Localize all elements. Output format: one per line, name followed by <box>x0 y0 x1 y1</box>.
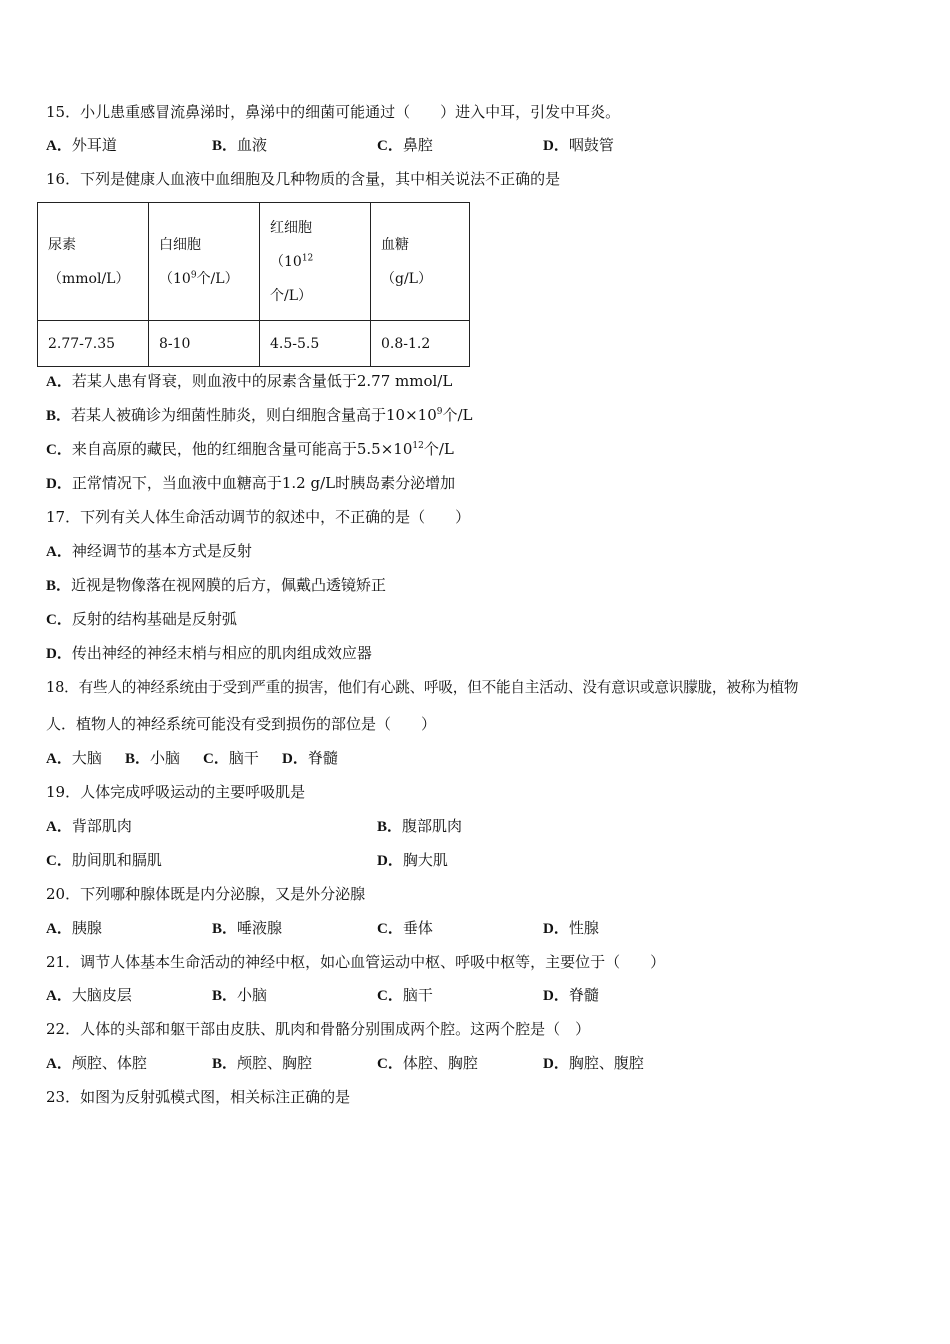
header-urea: 尿素 （mmol/L） <box>38 203 149 321</box>
question-17-stem: 17．下列有关人体生命活动调节的叙述中，不正确的是（ ） <box>46 508 471 526</box>
table-header-row <box>38 203 470 321</box>
q21-option-b: B．小脑 <box>212 986 268 1004</box>
value-blood-sugar: 0.8-1.2 <box>371 321 470 367</box>
question-16-stem: 16．下列是健康人血液中血细胞及几种物质的含量，其中相关说法不正确的是 <box>46 170 561 188</box>
q15-option-d: D．咽鼓管 <box>543 136 614 154</box>
q17-option-d: D．传出神经的神经末梢与相应的肌肉组成效应器 <box>46 644 372 662</box>
question-20-stem: 20．下列哪种腺体既是内分泌腺，又是外分泌腺 <box>46 885 366 903</box>
q22-option-c: C．体腔、胸腔 <box>377 1054 478 1072</box>
q22-option-a: A．颅腔、体腔 <box>46 1054 147 1072</box>
q16-option-d: D．正常情况下，当血液中血糖高于1.2 g/L时胰岛素分泌增加 <box>46 474 456 492</box>
q21-option-c: C．脑干 <box>377 986 433 1004</box>
q22-option-b: B．颅腔、胸腔 <box>212 1054 313 1072</box>
value-white-blood-cell: 8-10 <box>149 321 260 367</box>
q19-option-a: A．背部肌肉 <box>46 817 132 835</box>
question-22-stem: 22．人体的头部和躯干部由皮肤、肌肉和骨骼分别围成两个腔。这两个腔是（ ） <box>46 1020 591 1038</box>
q19-option-b: B．腹部肌肉 <box>377 817 463 835</box>
q18-option-c: C．脑干 <box>203 749 259 767</box>
q15-option-b: B．血液 <box>212 136 268 154</box>
blood-content-table <box>37 202 470 367</box>
q21-option-d: D．脊髓 <box>543 986 599 1004</box>
header-blood-sugar: 血糖 （g/L） <box>371 203 470 321</box>
question-21-stem: 21．调节人体基本生命活动的神经中枢，如心血管运动中枢、呼吸中枢等，主要位于（ ） <box>46 953 666 971</box>
q17-option-a: A．神经调节的基本方式是反射 <box>46 542 252 560</box>
q16-option-c: C．来自高原的藏民，他的红细胞含量可能高于$5.5\times 10^{12}$个/L <box>46 440 454 458</box>
question-19-stem: 19．人体完成呼吸运动的主要呼吸肌是 <box>46 783 306 801</box>
q18-option-b: B．小脑 <box>125 749 181 767</box>
q17-option-c: C．反射的结构基础是反射弧 <box>46 610 237 628</box>
value-urea: 2.77-7.35 <box>38 321 149 367</box>
header-red-blood-cell: 红细胞 （$10^{12}$ 个/L） <box>260 203 371 321</box>
q18-option-a: A．大脑 <box>46 749 102 767</box>
q16-option-a: A．若某人患有肾衰，则血液中的尿素含量低于2.77 mmol/L <box>46 372 453 390</box>
q20-option-b: B．唾液腺 <box>212 919 283 937</box>
q21-option-a: A．大脑皮层 <box>46 986 132 1004</box>
q17-option-b: B．近视是物像落在视网膜的后方，佩戴凸透镜矫正 <box>46 576 387 594</box>
q15-option-c: C．鼻腔 <box>377 136 433 154</box>
question-23-stem: 23．如图为反射弧模式图，相关标注正确的是 <box>46 1088 351 1106</box>
header-white-blood-cell: 白细胞 （$10^9$个/L） <box>149 203 260 321</box>
q20-option-a: A．胰腺 <box>46 919 102 937</box>
question-15-stem: 15．小儿患重感冒流鼻涕时，鼻涕中的细菌可能通过（ ）进入中耳，引发中耳炎。 <box>46 103 621 121</box>
q19-option-d: D．胸大肌 <box>377 851 448 869</box>
question-18-stem-line2: 人．植物人的神经系统可能没有受到损伤的部位是（ ） <box>46 715 437 733</box>
q18-option-d: D．脊髓 <box>282 749 338 767</box>
q20-option-d: D．性腺 <box>543 919 599 937</box>
q15-option-a: A．外耳道 <box>46 136 117 154</box>
value-red-blood-cell: 4.5-5.5 <box>260 321 371 367</box>
table-value-row <box>38 321 470 367</box>
q19-option-c: C．肋间肌和膈肌 <box>46 851 162 869</box>
question-18-stem-line1: 18．有些人的神经系统由于受到严重的损害，他们有心跳、呼吸，但不能自主活动、没有意识或意识朦胧，被称为植物 <box>46 679 799 696</box>
q16-option-b: B．若某人被确诊为细菌性肺炎，则白细胞含量高于$10\times 10^9$个/L <box>46 406 473 424</box>
q20-option-c: C．垂体 <box>377 919 433 937</box>
q22-option-d: D．胸腔、腹腔 <box>543 1054 644 1072</box>
